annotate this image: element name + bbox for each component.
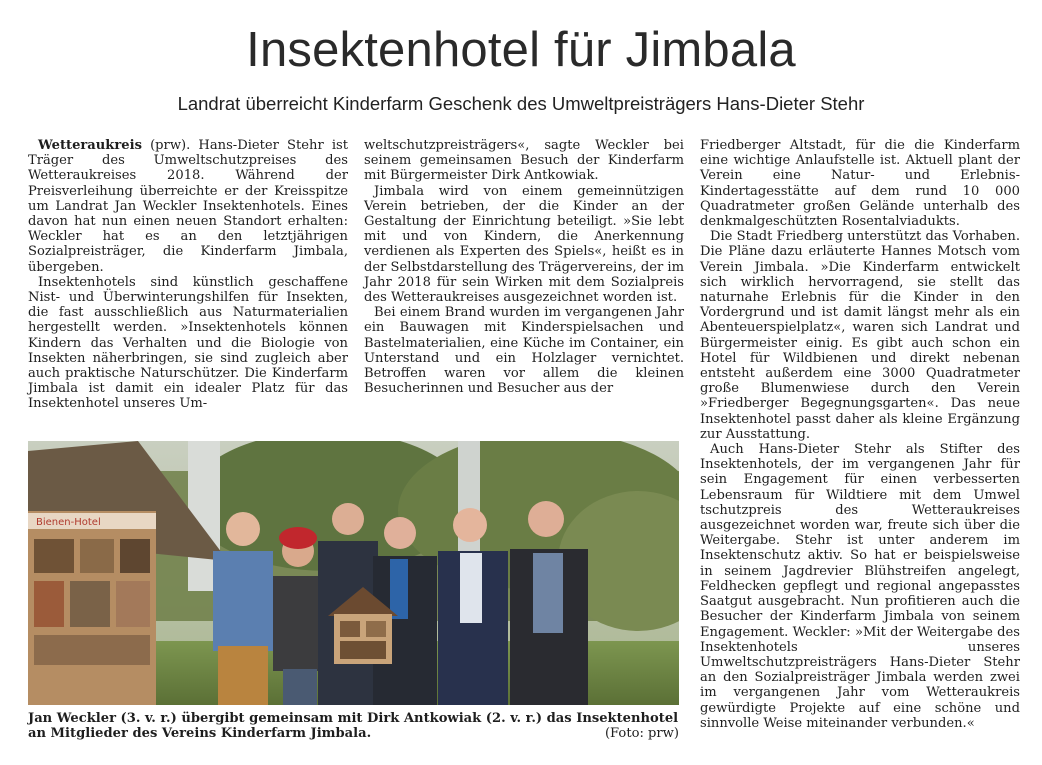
hotel-sign-text bbox=[36, 517, 101, 528]
photo-credit: (Foto: prw) bbox=[604, 726, 679, 742]
photo-caption bbox=[28, 711, 679, 741]
article-column-1 bbox=[28, 138, 348, 412]
article-headline: Insektenhotel für Jimbala bbox=[246, 23, 796, 77]
group-photo-illustration bbox=[28, 441, 679, 705]
article-subheadline: Landrat überreicht Kinderfarm Geschenk des Umweltpreisträgers Hans-Dieter Stehr bbox=[177, 93, 865, 114]
caption-text: Jan Weckler (3. v. r.) übergibt gemeinsam mit Dirk Antkowiak (2. v. r.) das Insektenhotel an Mitglieder des Vereins Kinderfarm Jimbala. bbox=[28, 711, 679, 742]
article-column-3 bbox=[700, 138, 1020, 731]
dateline: Wetteraukreis bbox=[38, 138, 142, 153]
paragraph-text: (prw). Hans-Dieter Stehr ist Träger des Umweltschutzpreises des Wetteraukreises 2018. Während der Preisverleihung überreichte er der Kreisspitze um Landrat Jan Weckler Insektenhotels. Eines davon hat nun einen neuen Standort erhalten: Weckler hat es an den letztjährigen Sozialpreisträger, die Kinderfarm Jimbala, übergeben. bbox=[28, 138, 348, 275]
paragraph: Die Stadt Friedberg unterstützt das Vorhaben. Die Pläne dazu erläuterte Hannes Motsch vom Verein Jimbala. »Die Kinderfarm entwickelt sich wirklich hervorragend, sie stellt das naturnahe Erlebnis für die Kinder in den Vordergrund und ist damit längst mehr als ein Abenteuerspielplatz«, waren sich Landrat und Bürgermeister einig. Es gibt auch schon ein Hotel für Wildbienen und direkt nebenan entsteht außerdem eine 3000 Quadratmeter große Blumenwiese durch den Verein »Friedberger Begegnungsgarten«. Das neue Insektenhotel passt daher als kleine Ergänzung zur Ausstattung. bbox=[700, 229, 1020, 442]
paragraph: Auch Hans-Dieter Stehr als Stifter des Insektenhotels, der im vergangenen Jahr für sein Engagement für einen verbesserten Lebensraum für Wildtiere mit dem Umwel tschutzpreis des Wetteraukreises ausgezeichnet worden war, freute sich über die Weitergabe. Stehr ist unter anderem im Insektenschutz aktiv. So hat er beispielsweise in seinem Jagdrevier Blühstreifen angelegt, Feldhecken gepflegt und regional angepasstes Saatgut ausgebracht. Nun profitieren auch die Besucher der Kinderfarm Jimbala von seinem Engagement. Weckler: »Mit der Weitergabe des Insektenhotels unseres Umweltschutzpreisträgers Hans-Dieter Stehr an den Sozialpreisträger Jimbala werden zwei im vergangenen Jahr vom Wetteraukreis gewürdigte Projekte auf eine schöne und sinnvolle Weise miteinander verbunden.« bbox=[700, 442, 1020, 731]
svg-text:Bienen-Hotel: Bienen-Hotel bbox=[36, 517, 101, 528]
paragraph: Bei einem Brand wurden im vergangenen Jahr ein Bauwagen mit Kinderspielsachen und Bastelmaterialien, eine Küche im Container, ein Unterstand und ein Holzlager vernichtet. Betroffen waren vor allem die kleinen Besucherinnen und Besucher aus der bbox=[364, 305, 684, 397]
paragraph bbox=[28, 138, 348, 275]
article-photo bbox=[28, 441, 679, 705]
paragraph: Insektenhotels sind künstlich geschaffene Nist- und Überwinterungshilfen für Insekten, die fast ausschließlich aus Naturmaterialien hergestellt werden. »Insektenhotels können Kindern das Verhalten und die Biologie von Insekten näherbringen, sie sind zugleich aber auch praktische Naturschützer. Die Kinderfarm Jimbala ist damit ein idealer Platz für das Insektenhotel unseres Um- bbox=[28, 274, 348, 412]
paragraph: Jimbala wird von einem gemeinnützigen Verein betrieben, der die Kinder an der Gestaltung der Einrichtung beteiligt. »Sie lebt mit und von Kindern, die Anerkennung verdienen als Experten des Spiels«, heißt es in der Selbstdarstellung des Trägervereins, der im Jahr 2018 für sein Wirken mit dem Sozialpreis des Wetteraukreises ausgezeichnet worden ist. bbox=[364, 183, 684, 306]
paragraph: weltschutzpreisträgers«, sagte Weckler bei seinem gemeinsamen Besuch der Kinderfarm mit Bürgermeister Dirk Antkowiak. bbox=[364, 138, 684, 184]
article-column-2 bbox=[364, 138, 684, 396]
paragraph: Friedberger Altstadt, für die die Kinderfarm eine wichtige Anlaufstelle ist. Aktuell plant der Verein eine Natur- und Erlebnis-Kindertagesstätte auf dem rund 10 000 Quadratmeter großen Gelände unterhalb des denkmalgeschützten Rosentalviadukts. bbox=[700, 138, 1020, 230]
